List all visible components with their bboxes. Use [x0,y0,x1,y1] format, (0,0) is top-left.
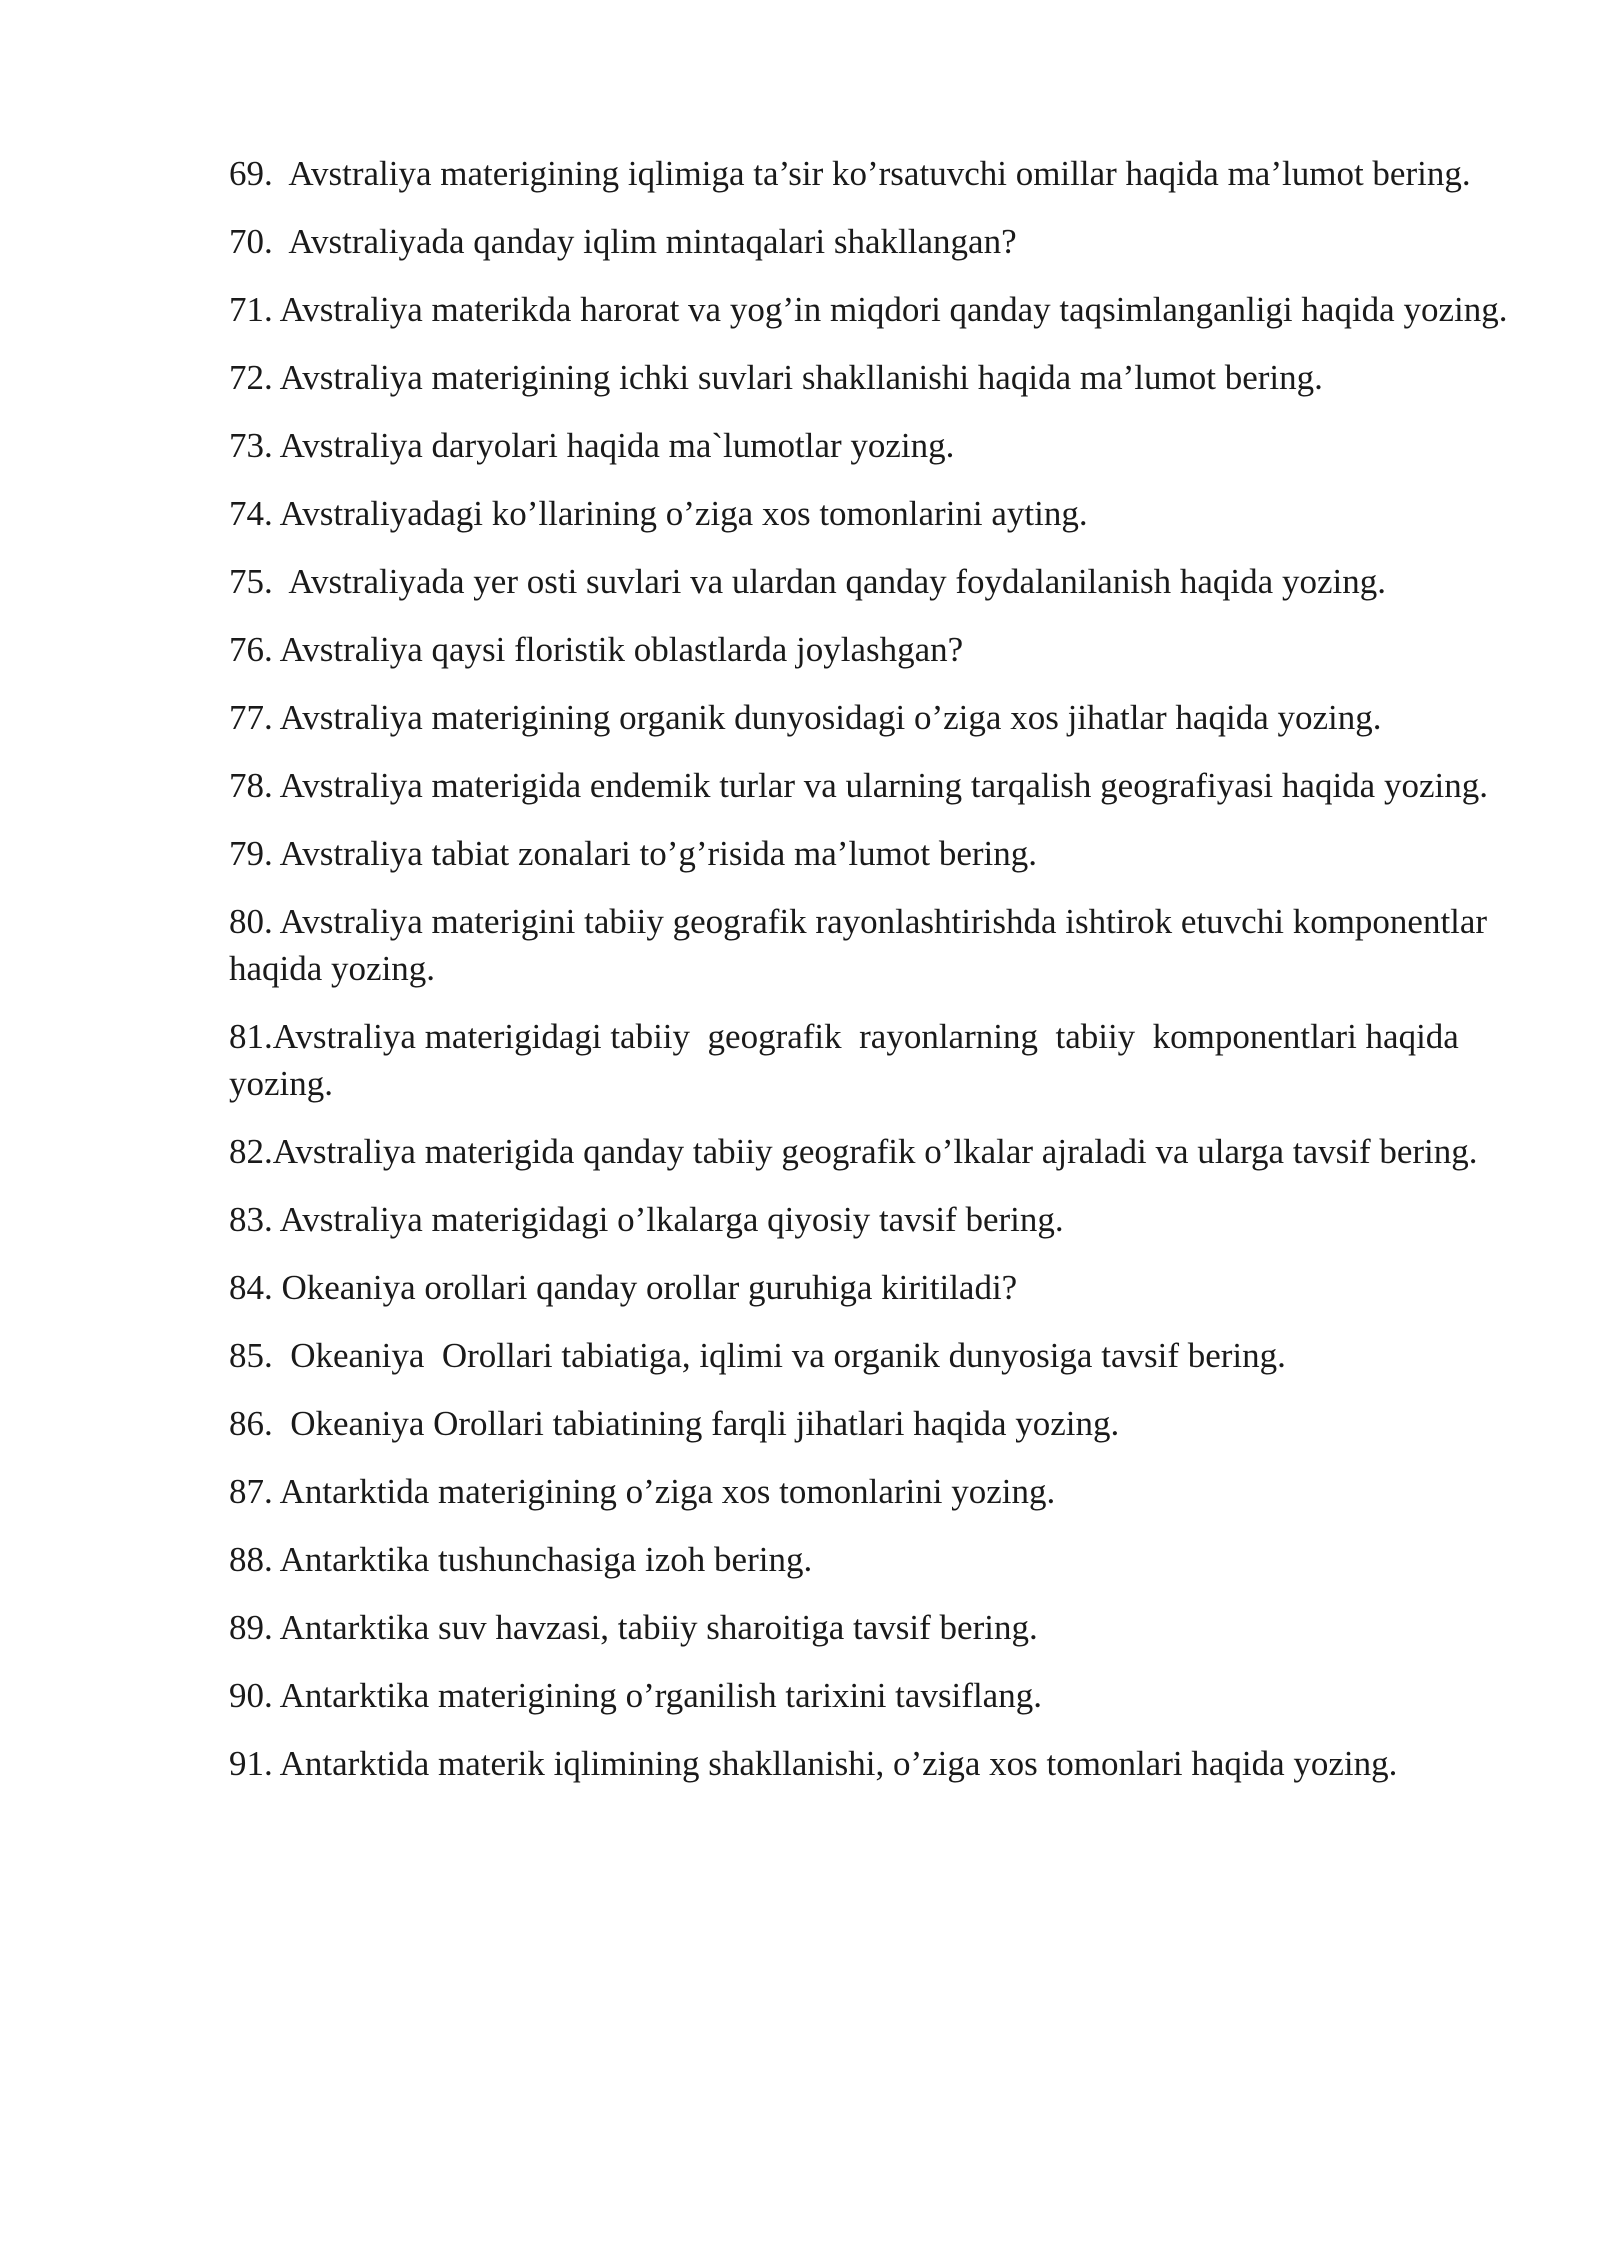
question-item: 91. Antarktida materik iqlimining shakllanishi, o’ziga xos tomonlari haqida yozing. [229,1744,1398,1783]
question-item: 70. Avstraliyada qanday iqlim mintaqalari shakllangan? [229,222,1017,261]
question-item: 85. Okeaniya Orollari tabiatiga, iqlimi va organik dunyosiga tavsif bering. [229,1336,1286,1375]
question-item: 78. Avstraliya materigida endemik turlar va ularning tarqalish geografiyasi haqida yozing. [229,766,1488,805]
question-item: 69. Avstraliya materigining iqlimiga ta’sir ko’rsatuvchi omillar haqida ma’lumot bering. [229,154,1471,193]
question-item: 73. Avstraliya daryolari haqida ma`lumotlar yozing. [229,426,955,465]
question-item: 84. Okeaniya orollari qanday orollar guruhiga kiritiladi? [229,1268,1018,1307]
question-list [229,150,1529,1808]
question-item: 86. Okeaniya Orollari tabiatining farqli jihatlari haqida yozing. [229,1404,1120,1443]
question-item: 71. Avstraliya materikda harorat va yog’in miqdori qanday taqsimlanganligi haqida yozing. [229,290,1508,329]
question-item: 82.Avstraliya materigida qanday tabiiy geografik o’lkalar ajraladi va ularga tavsif bering. [229,1132,1478,1171]
question-item: 72. Avstraliya materigining ichki suvlari shakllanishi haqida ma’lumot bering. [229,358,1323,397]
question-item: 79. Avstraliya tabiat zonalari to’g’risida ma’lumot bering. [229,834,1038,873]
question-item: 81.Avstraliya materigidagi tabiiy geografik rayonlarning tabiiy komponentlari haqida yozing. [229,1017,1468,1103]
question-item: 76. Avstraliya qaysi floristik oblastlarda joylashgan? [229,630,964,669]
question-item: 83. Avstraliya materigidagi o’lkalarga qiyosiy tavsif bering. [229,1200,1064,1239]
question-item: 77. Avstraliya materigining organik dunyosidagi o’ziga xos jihatlar haqida yozing. [229,698,1382,737]
question-item: 88. Antarktika tushunchasiga izoh bering. [229,1540,813,1579]
question-item: 80. Avstraliya materigini tabiiy geografik rayonlashtirishda ishtirok etuvchi komponentlar haqida yozing. [229,902,1496,988]
question-item: 87. Antarktida materigining o’ziga xos tomonlarini yozing. [229,1472,1056,1511]
question-item: 89. Antarktika suv havzasi, tabiiy sharoitiga tavsif bering. [229,1608,1038,1647]
question-item: 90. Antarktika materigining o’rganilish tarixini tavsiflang. [229,1676,1042,1715]
question-item: 74. Avstraliyadagi ko’llarining o’ziga xos tomonlarini ayting. [229,494,1088,533]
question-item: 75. Avstraliyada yer osti suvlari va ulardan qanday foydalanilanish haqida yozing. [229,562,1386,601]
